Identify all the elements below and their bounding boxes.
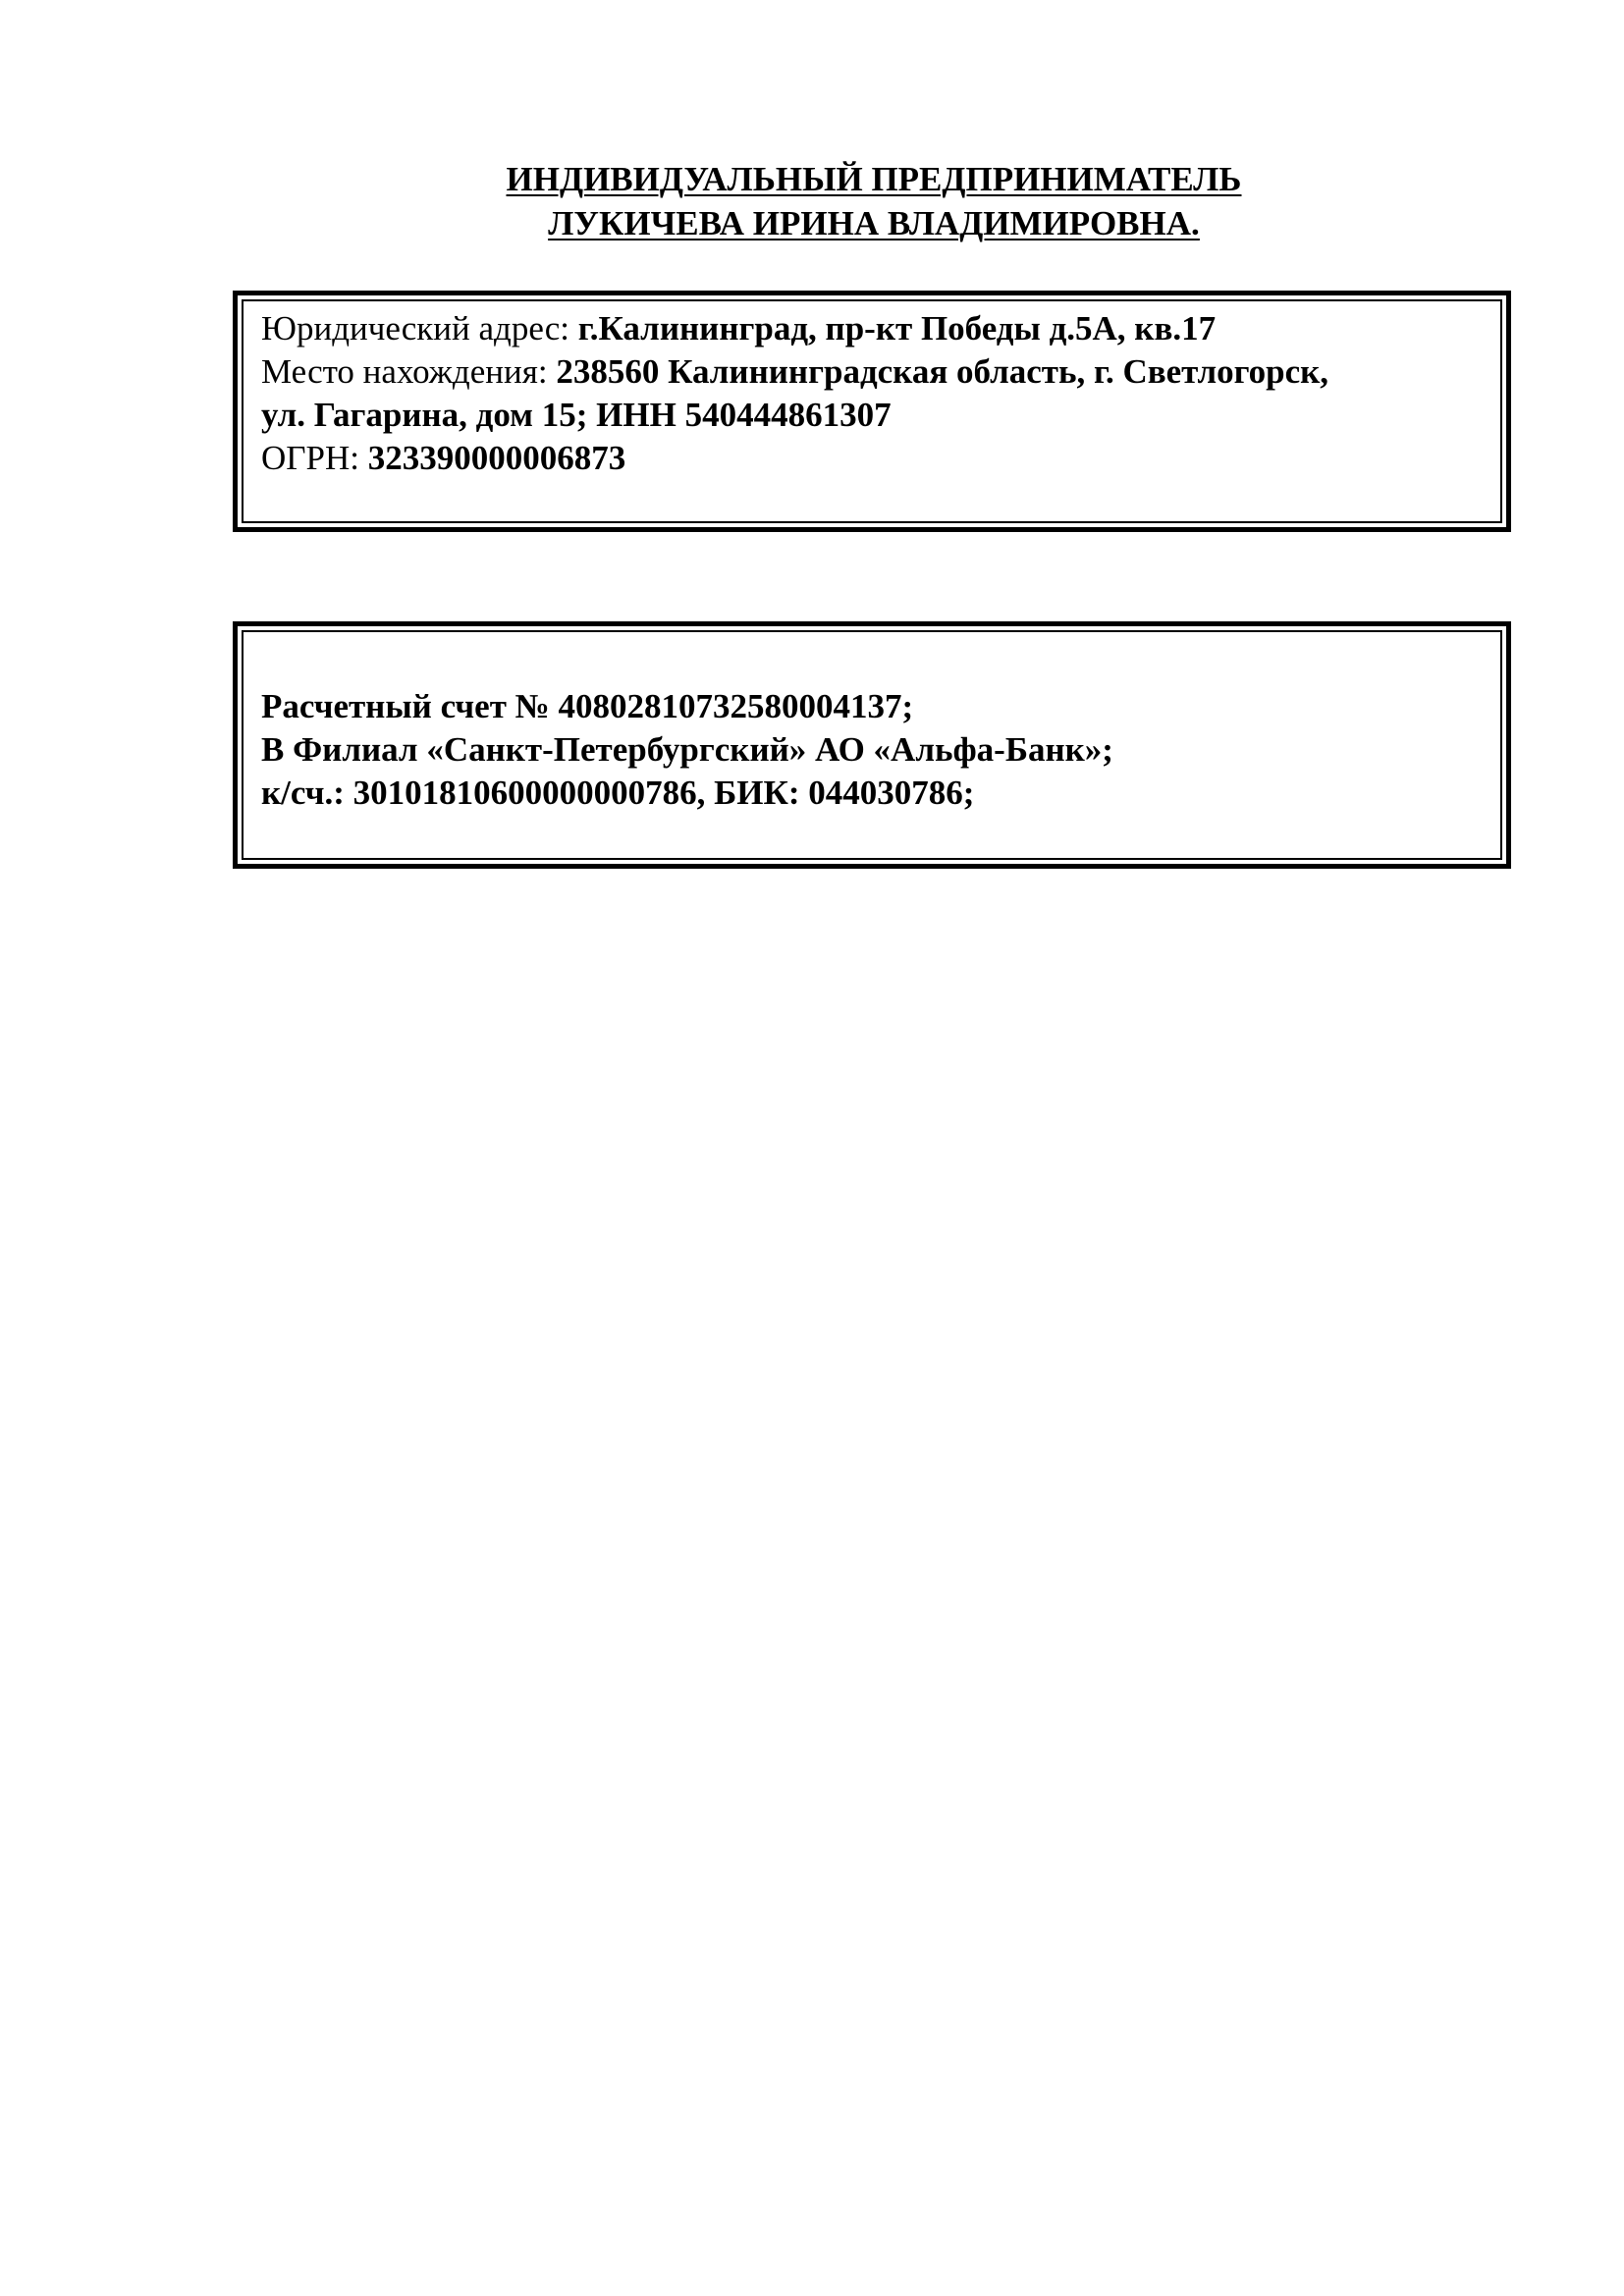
- location-line-cont: ул. Гагарина, дом 15; ИНН 540444861307: [261, 396, 892, 434]
- header-line-2: [236, 201, 1512, 245]
- bank-details-box: [233, 621, 1511, 869]
- header-line-1: [236, 157, 1512, 201]
- address-box: [233, 291, 1511, 532]
- ogrn-value: 323390000006873: [367, 439, 626, 477]
- bank-details-content: [242, 630, 1502, 860]
- location-value: 238560 Калининградская область, г. Светлогорск,: [556, 352, 1329, 391]
- location-line: [261, 350, 1483, 394]
- bank-account-line: Расчетный счет № 40802810732580004137;: [261, 687, 914, 725]
- header-name: ЛУКИЧЕВА ИРИНА ВЛАДИМИРОВНА.: [548, 204, 1200, 242]
- ogrn-line: [261, 437, 1483, 480]
- legal-address-label: Юридический адрес:: [261, 309, 578, 347]
- bank-branch-line: В Филиал «Санкт-Петербургский» АО «Альфа-Банк»;: [261, 730, 1113, 769]
- ogrn-label: ОГРН:: [261, 439, 368, 477]
- document-header: [236, 157, 1512, 245]
- bank-corr-bik-line: к/сч.: 30101810600000000786, БИК: 044030786;: [261, 774, 975, 812]
- legal-address-value: г.Калининград, пр-кт Победы д.5А, кв.17: [577, 309, 1217, 347]
- header-title: ИНДИВИДУАЛЬНЫЙ ПРЕДПРИНИМАТЕЛЬ: [506, 160, 1242, 198]
- location-label: Место нахождения:: [261, 352, 557, 391]
- legal-address-line: [261, 307, 1483, 350]
- address-box-content: [242, 299, 1502, 523]
